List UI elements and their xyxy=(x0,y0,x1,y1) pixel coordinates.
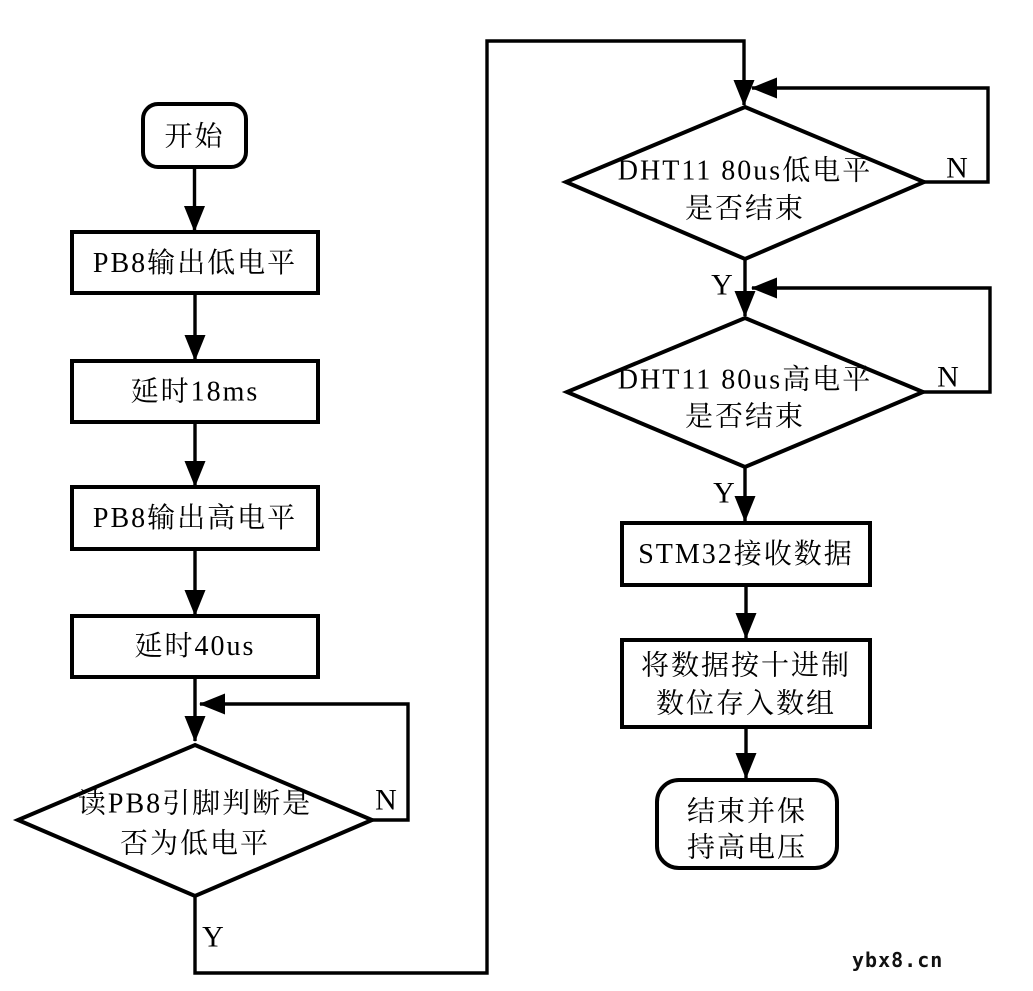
node-pb8-output-high xyxy=(72,487,318,549)
node-end xyxy=(657,780,837,868)
node-check-80us-low xyxy=(566,107,924,259)
delay-40us-label: 延时40us xyxy=(134,631,256,662)
branch-label-checkpb8-n: N xyxy=(375,783,397,817)
delay-18ms-label: 延时18ms xyxy=(130,376,260,408)
pb8-output-low-label: PB8输出低电平 xyxy=(92,248,298,279)
node-start xyxy=(143,104,246,167)
node-delay-18ms xyxy=(72,361,318,422)
store-array-label-line1: 将数据按十进制 xyxy=(640,650,852,682)
node-delay-40us xyxy=(72,616,318,677)
node-store-array xyxy=(622,640,870,727)
check-pb8-low-label-line2: 否为低电平 xyxy=(119,828,271,860)
node-stm32-receive xyxy=(622,523,870,585)
check-pb8-low-label-line1: 读PB8引脚判断是 xyxy=(77,788,313,820)
branch-label-80uslow-y: Y xyxy=(711,268,733,302)
node-check-pb8-low xyxy=(18,745,372,896)
start-terminal-label: 开始 xyxy=(164,121,225,153)
node-check-80us-high xyxy=(567,318,923,467)
branch-label-checkpb8-y: Y xyxy=(202,920,224,954)
branch-label-80ushigh-n: N xyxy=(937,360,959,394)
check-80us-low-label-line1: DHT11 80us低电平 xyxy=(617,155,873,187)
pb8-output-high-label: PB8输出高电平 xyxy=(92,503,298,534)
check-80us-high-label-line2: 是否结束 xyxy=(684,401,806,433)
branch-label-80uslow-n: N xyxy=(946,151,968,185)
branch-label-80ushigh-y: Y xyxy=(713,476,735,510)
check-80us-low-label-line2: 是否结束 xyxy=(684,193,806,225)
stm32-receive-label: STM32接收数据 xyxy=(638,539,854,570)
node-pb8-output-low xyxy=(72,232,318,293)
check-80us-high-label-line1: DHT11 80us高电平 xyxy=(617,364,873,396)
watermark-text: ybx8.cn xyxy=(852,948,944,972)
end-terminal-label-line1: 结束并保 xyxy=(686,796,808,828)
end-terminal-label-line2: 持高电压 xyxy=(686,832,808,864)
store-array-label-line2: 数位存入数组 xyxy=(655,688,837,720)
check-pb8-low-shape xyxy=(18,745,372,896)
